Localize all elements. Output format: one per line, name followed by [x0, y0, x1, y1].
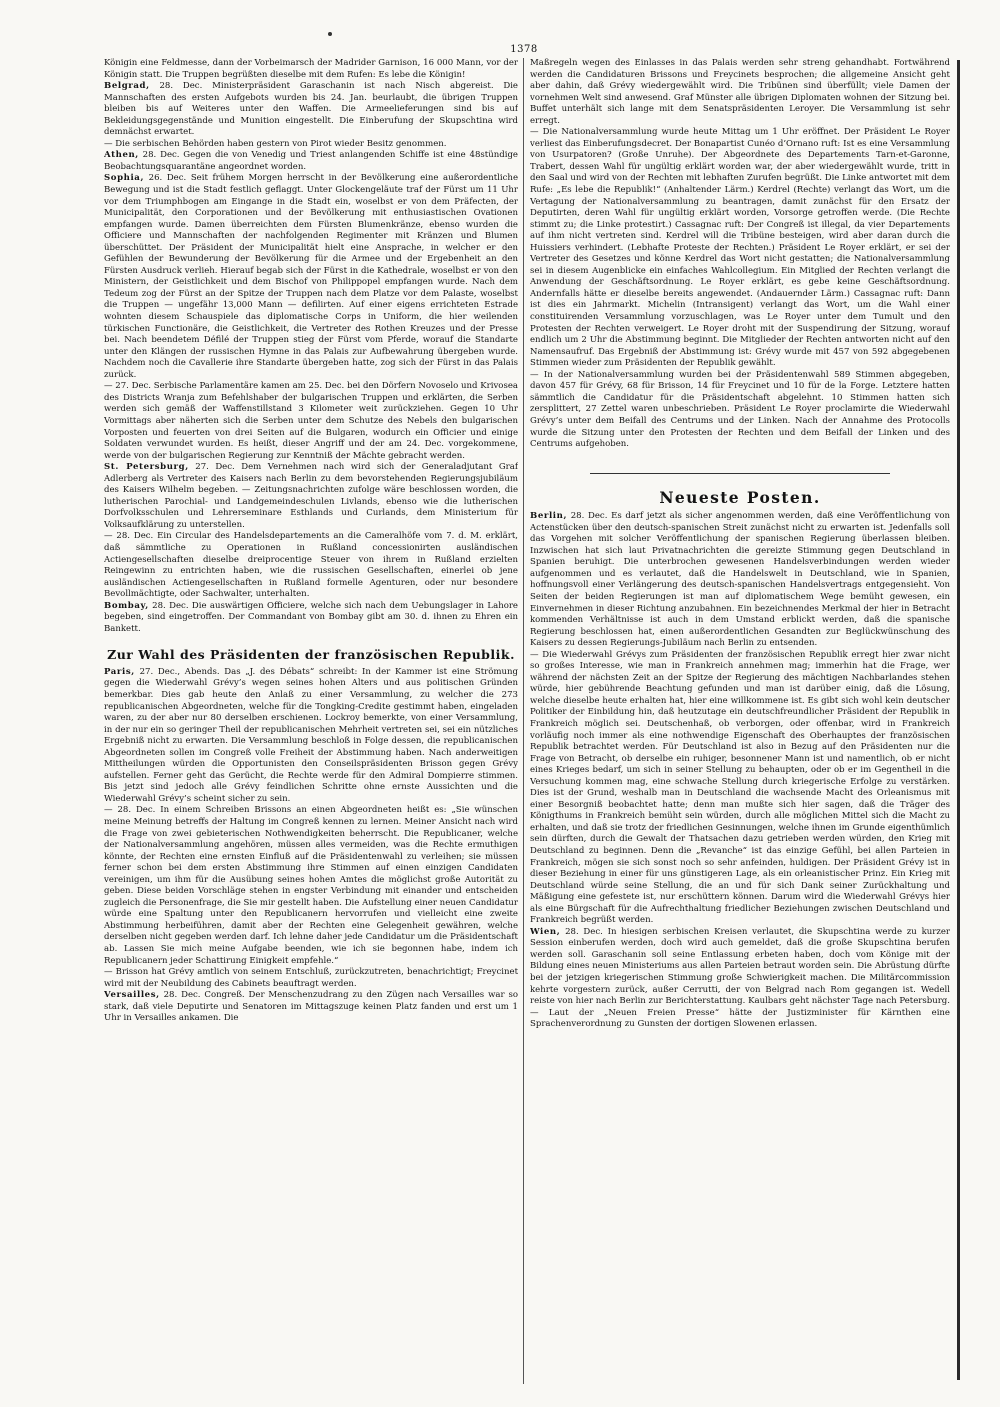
dateline-place: Bombay,: [104, 600, 149, 611]
article-paragraph: Bombay, 28. Dec. Die auswärtigen Officiere, welche sich nach dem Uebungslager in Lahore begeben, sind eingetroffen. Der Commandant von Bombay gibt am 30. d. ihnen zu Ehren ein Bankett.: [104, 600, 518, 634]
article-paragraph: — Die Wiederwahl Grévys zum Präsidenten der französischen Republik erregt hier zwar nicht so großes Interesse, wie man in Frankreich annehmen mag; immerhin hat die Frage, wer während der nächsten Zeit an der Spitze der Regierung des mächtigen Nachbarlandes stehen würde, hier gebührende Beachtung gefunden und man ist darüber einig, daß die Lösung, welche dieselbe heute erhalten hat, hier eine willkommene ist. Es gibt sich wohl kein deutscher Politiker der Einbildung hin, daß heutzutage ein deutschfreundlicher Präsident der Republik in Frankreich möglich sei. Deutschenhaß, ob verborgen, oder offenbar, wird in Frankreich vorläufig noch immer als eine nothwendige Eigenschaft des Oberhauptes der französischen Republik betrachtet werden. Für Deutschland ist also in Bezug auf den Präsidenten nur die Frage von Betracht, ob derselbe ein ruhiger, besonnener Mann ist und namentlich, ob er nicht eines Krieges bedarf, um sich in seiner Stellung zu behaupten, oder ob er im Gegentheil in die Versuchung kommen mag, eine schwache Stellung durch kriegerische Erfolge zu verstärken. Dies ist der Grund, weshalb man in Deutschland die wachsende Macht des Orleanismus mit einer Besorgniß beobachtet hatte; denn man mußte sich hier sagen, daß die Träger des Königthums in Frankreich bemüht sein würden, durch alle möglichen Mittel sich die Macht zu erhalten, und daß sie trotz der friedlichen Gesinnungen, welche ihnen im Grunde eigenthümlich sein dürften, durch die Gewalt der Thatsachen dazu getrieben werden würden, den Krieg mit Deutschland zu beginnen. Denn die „Revanche“ ist das einzige Gefühl, bei allen Parteien in Frankreich, mögen sie sich sonst noch so sehr anfeinden, huldigen. Der Präsident Grévy ist in dieser Beziehung in einer für uns günstigeren Lage, als ein orleanistischer Prinz. Ein Krieg mit Deutschland würde seine Stellung, die an und für sich Dank seiner Zurückhaltung und Mäßigung eine gefestete ist, nur erschüttern können. Darum wird die Wiederwahl Grévys hier als eine Bürgschaft für die Aufrechthaltung friedlicher Beziehungen zwischen Deutschland und Frankreich begrüßt werden.: [530, 649, 950, 926]
dateline-place: St. Petersburg,: [104, 462, 189, 473]
article-paragraph: Versailles, 28. Dec. Congreß. Der Menschenzudrang zu den Zügen nach Versailles war so stark, daß viele Deputirte und Senatoren im Mittagszuge keinen Platz fanden und erst um 1 Uhr in Versailles ankamen. Die: [104, 990, 518, 1024]
article-paragraph: St. Petersburg, 27. Dec. Dem Vernehmen nach wird sich der Generaladjutant Graf Adlerberg als Vertreter des Kaisers nach Berlin zu dem bevorstehenden Regierungsjubiläum des Kaisers Wilhelm begeben. — Zeitungsnachrichten zufolge wäre beschlossen worden, die lutherischen Parochial- und Landgemeindeschulen Livlands, ebenso wie die lutherischen Dorfvolksschulen und Lehrerseminare Esthlands und Curlands, dem Ministerium für Volksaufklärung zu unterstellen.: [104, 462, 518, 530]
punch-mark: [328, 32, 332, 36]
article-paragraph: — Brisson hat Grévy amtlich von seinem Entschluß, zurückzutreten, benachrichtigt; Freycinet wird mit der Neubildung des Cabinets beauftragt werden.: [104, 967, 518, 989]
dateline-place: Sophia,: [104, 173, 145, 184]
section-heading: Neueste Posten.: [659, 487, 821, 507]
article-paragraph: Athen, 28. Dec. Gegen die von Venedig und Triest anlangenden Schiffe ist eine 48stündige Beobachtungsquarantäne angeordnet worden.: [104, 150, 518, 172]
article-paragraph: Berlin, 28. Dec. Es darf jetzt als sicher angenommen werden, daß eine Veröffentlichung von Actenstücken über den deutsch-spanischen Streit zunächst nicht zu erwarten ist. Jedenfalls soll das Vorgehen mit solcher Veröffentlichung der spanischen Regierung überlassen bleiben. Inzwischen hat sich laut Privatnachrichten die gereizte Stimmung gegen Deutschland in Spanien beruhigt. Die unterbrochen gewesenen Handelsverbindungen werden wieder aufgenommen und es verlautet, daß die Handelswelt in Deutschland, wie in Spanien, hoffnungsvoll einer Verlängerung des deutsch-spanischen Handelsvertrags entgegensieht. Von Seiten der beiden Regierungen ist man auf diplomatischem Wege bemüht gewesen, ein Einvernehmen in dieser Richtung anzubahnen. Ein bezeichnendes Merkmal der hier in Betracht kommenden Verhältnisse ist auch in dem Umstand erblickt werden, daß die spanische Regierung beschlossen hat, einen außerordentlichen Gesandten zur Beglückwünschung des Kaisers zu dessen Regierungs-Jubiläum nach Berlin zu entsenden.: [530, 511, 950, 649]
section-divider: [590, 473, 890, 474]
article-paragraph: Paris, 27. Dec., Abends. Das „J. des Débats“ schreibt: In der Kammer ist eine Strömung gegen die Wiederwahl Grévy’s wegen seines hohen Alters und aus politischen Gründen bemerkbar. Dies gab heute den Anlaß zu einer Versammlung, zu welcher die 273 republicanischen Abgeordneten, welche für die Tongking-Credite gestimmt haben, eingeladen waren, zu der aber nur 80 derselben erschienen. Lockroy bemerkte, von einer Versammlung, in der nur ein so geringer Theil der republicanischen Mehrheit vertreten sei, sei ein nützliches Ergebniß nicht zu erwarten. Die Versammlung beschloß in Folge dessen, die republicanischen Abgeordneten sollen im Congreß volle Freiheit der Abstimmung haben. Nach anderweitigen Mittheilungen würden die Opportunisten den Conseilspräsidenten Brisson gegen Grévy aufstellen. Ferner geht das Gerücht, die Rechte werde für den Admiral Dompierre stimmen. Bis jetzt sind jedoch alle Grévy feindlichen Schritte ohne ernste Aussichten und die Wiederwahl Grévy’s scheint sicher zu sein.: [104, 666, 518, 804]
article-paragraph: — In der Nationalversammlung wurden bei der Präsidentenwahl 589 Stimmen abgegeben, davon 457 für Grévy, 68 für Brisson, 14 für Freycinet und 10 für de la Forge. Letztere hatten sämmtlich die Candidatur für die Präsidentschaft abgelehnt. 10 Stimmen hatten sich zersplittert, 27 Zettel waren unbeschrieben. Präsident Le Royer proclamirte die Wiederwahl Grévy’s unter dem Beifall des Centrums und der Linken. Nach der Annahme des Protocolls wurde die Sitzung unter den Protesten der Rechten und dem Beifall der Linken und des Centrums aufgehoben.: [530, 369, 950, 450]
article-paragraph: Königin eine Feldmesse, dann der Vorbeimarsch der Madrider Garnison, 16 000 Mann, vor der Königin statt. Die Truppen begrüßten dieselbe mit dem Rufen: Es lebe die Königin!: [104, 58, 518, 80]
article-paragraph: Wien, 28. Dec. In hiesigen serbischen Kreisen verlautet, die Skupschtina werde zu kurzer Session einberufen werden, doch wird auch gemeldet, daß die große Skupschtina berufen werden soll. Garaschanin soll seine Entlassung erbeten haben, doch vom Könige mit der Bildung eines neuen Ministeriums aus allen Parteien betraut worden sein. Die Abrüstung dürfte bei der jetzigen kriegerischen Stimmung große Schwierigkeit machen. Die Militärcommission kehrte vorgestern zurück, außer Cerrutti, der von Belgrad nach Rom gegangen ist. Wedell reiste von hier nach Berlin zur Berichterstattung. Kaulbars geht nächster Tage nach Petersburg. — Laut der „Neuen Freien Presse“ hätte der Justizminister für Kärnthen eine Sprachenverordnung zu Gunsten der dortigen Slowenen erlassen.: [530, 926, 950, 1030]
article-paragraph: Belgrad, 28. Dec. Ministerpräsident Garaschanin ist nach Nisch abgereist. Die Mannschaften des ersten Aufgebots wurden bis 24. Jan. beurlaubt, die übrigen Truppen bleiben bis auf Weiteres unter den Waffen. Die Armeelieferungen sind bis auf Bekleidungsgegenstände und Munition eingestellt. Die Einberufung der Skupschtina wird demnächst erwartet.: [104, 81, 518, 138]
article-paragraph: — Die serbischen Behörden haben gestern von Pirot wieder Besitz genommen.: [104, 138, 447, 149]
page-number: 1378: [510, 44, 538, 55]
dateline-place: Berlin,: [530, 511, 568, 522]
dateline-place: Versailles,: [104, 990, 160, 1001]
right-column: [530, 58, 950, 1388]
left-column: [104, 58, 518, 1388]
dateline-place: Paris,: [104, 666, 135, 677]
article-paragraph: — 28. Dec. In einem Schreiben Brissons an einen Abgeordneten heißt es: „Sie wünschen meine Meinung betreffs der Haltung im Congreß kennen zu lernen. Meiner Ansicht nach wird die Frage von zwei gebieterischen Nothwendigkeiten beherrscht. Die Republicaner, welche der Nationalversammlung angehören, müssen alles vermeiden, was die Rechte ermuthigen könnte, der Rechten eine ernsten Einfluß auf die Präsidentenwahl zu verleihen; sie müssen ferner schon bei dem ersten Abstimmung ihre Stimmen auf einen einzigen Candidaten vereinigen, um ihm für die Ausübung seines hohen Amtes die möglichst große Autorität zu geben. Diese beiden Vorschläge stehen in engster Verbindung mit einander und entscheiden zugleich die Personenfrage, die Sie mir gestellt haben. Die Aufstellung einer neuen Candidatur würde eine Spaltung unter den Republicanern hervorrufen und vielleicht eine zweite Abstimmung herbeiführen, damit aber der Rechten eine Gelegenheit gewähren, welche derselben nicht gegeben werden darf. Ich lehne daher jede Candidatur um die Präsidentschaft ab. Lassen Sie mich meine Aufgabe beenden, wie ich sie begonnen habe, indem ich Republicanern jeder Schattirung Einigkeit empfehle.“: [104, 805, 518, 966]
dateline-place: Athen,: [104, 150, 139, 161]
section-heading: Zur Wahl des Präsidenten der französischen Republik.: [107, 647, 515, 663]
article-paragraph: — Die Nationalversammlung wurde heute Mittag um 1 Uhr eröffnet. Der Präsident Le Royer verliest das Einberufungsdecret. Der Bonapartist Cunéo d’Ornano ruft: Ist es eine Versammlung von Usurpatoren? (Große Unruhe). Der Abgeordnete des Departements Tarn-et-Garonne, Trabert, dessen Wahl für ungültig erklärt worden war, der aber wiedergewählt wurde, tritt in den Saal und wird von der Rechten mit lebhaften Zurufen begrüßt. Die Linke antwortet mit dem Rufe: „Es lebe die Republik!“ (Anhaltender Lärm.) Kerdrel (Rechte) verlangt das Wort, um die Vertagung der Nationalversammlung zu beantragen, damit zunächst für den Ersatz der Deputirten, deren Wahl für ungültig erklärt worden, Vorsorge getroffen werde. (Die Rechte stimmt zu; die Linke protestirt.) Cassagnac ruft: Der Congreß ist illegal, da vier Departements auf ihm nicht vertreten sind. Kerdrel will die Tribüne besteigen, wird aber daran durch die Huissiers verhindert. (Lebhafte Proteste der Rechten.) Präsident Le Royer erklärt, er sei der Vertreter des Gesetzes und könne Kerdrel das Wort nicht gestatten; die Nationalversammlung sei in diesem Augenblicke ein einfaches Wahlcollegium. Ein Mitglied der Rechten verlangt die Anwendung der Geschäftsordnung. Le Royer erklärt, es gebe keine Geschäftsordnung. Andernfalls hätte er dieselbe bereits angewendet. (Andauernder Lärm.) Cassagnac ruft: Dann ist dies ein Jahrmarkt. Michelin (Intransigent) verlangt das Wort, um die Wahl einer constituirenden Versammlung vorzuschlagen, was Le Royer unter dem Tumult und den Protesten der Rechten verweigert. Le Royer droht mit der Suspendirung der Sitzung, worauf endlich um 2 Uhr die Abstimmung beginnt. Die Mitglieder der Rechten antworten nicht auf den Namensaufruf. Das Ergebniß der Abstimmung ist: Grévy wurde mit 457 von 592 abgegebenen Stimmen wieder zum Präsidenten der Republik gewählt.: [530, 127, 950, 369]
column-divider: [523, 58, 524, 1384]
dateline-place: Wien,: [530, 926, 561, 937]
article-paragraph: Sophia, 26. Dec. Seit frühem Morgen herrscht in der Bevölkerung eine außerordentliche Bewegung und ist die Stadt festlich geflaggt. Unter Glockengeläute traf der Fürst um 11 Uhr vor dem Triumphbogen am Eingange in die Stadt ein, woselbst er von dem Präfecten, der Municipalität, den Corporationen und der Bevölkerung mit enthusiastischen Ovationen empfangen wurde. Damen überreichten dem Fürsten Blumenkränze, ebenso wurden die Officiere und Mannschaften der nachfolgenden Regimenter mit Kränzen und Blumen überschüttet. Der Präsident der Municipalität hielt eine Ansprache, in welcher er den Gefühlen der Bewunderung der Bevölkerung für die Armee und der Ergebenheit an den Fürsten Ausdruck verlieh. Hierauf begab sich der Fürst in die Kathedrale, woselbst er von den Ministern, der Geistlichkeit und dem Bischof von Philippopel empfangen wurde. Nach dem Tedeum zog der Fürst an der Spitze der Truppen nach dem Platze vor dem Palaste, woselbst die Truppen — ungefähr 13,000 Mann — defilirten. Auf einer eigens errichteten Estrade wohnten diesem Schauspiele das diplomatische Corps in Uniform, die hier weilenden türkischen Functionäre, die Geistlichkeit, die Vertreter des Rothen Kreuzes und der Presse bei. Nach beendetem Défilé der Truppen stieg der Fürst vom Pferde, worauf die Standarte unter den Klängen der russischen Hymne in das Palais zur Aufbewahrung übergeben wurde. Nachdem noch die Cavallerie ihre Standarte übergeben hatte, zog sich der Fürst in das Palais zurück.: [104, 173, 518, 380]
dateline-place: Belgrad,: [104, 81, 150, 92]
article-paragraph: — 27. Dec. Serbische Parlamentäre kamen am 25. Dec. bei den Dörfern Novoselo und Krivosea des Districts Wranja zum Befehlshaber der bulgarischen Truppen und erklärten, die Serben werden sich gemäß der Waffenstillstand 3 Kilometer weit zurückziehen. Gegen 10 Uhr Vormittags aber näherten sich die Serben unter dem Schutze des Nebels den bulgarischen Vorposten und feuerten von drei Seiten auf die Bulgaren, wodurch ein Officier und einige Soldaten verwundet wurden. Es heißt, dieser Angriff und der am 24. Dec. vorgekommene, werde von der bulgarischen Regierung zur Kenntniß der Mächte gebracht werden.: [104, 381, 518, 461]
page-edge-rule: [957, 60, 960, 1380]
article-paragraph: Maßregeln wegen des Einlasses in das Palais werden sehr streng gehandhabt. Fortwährend werden die Candidaturen Brissons und Freycinets besprochen; die allgemeine Ansicht geht aber dahin, daß Grévy wiedergewählt wird. Die Tribünen sind überfüllt; viele Damen der vornehmen Welt sind anwesend. Graf Münster alle übrigen Diplomaten wohnen der Sitzung bei. Buffet unterhält sich lange mit dem Senatspräsidenten Leroyer. Die Versammlung ist sehr erregt.: [530, 58, 950, 126]
article-paragraph: — 28. Dec. Ein Circular des Handelsdepartements an die Cameralhöfe vom 7. d. M. erklärt, daß sämmtliche zu Operationen in Rußland concessionirten ausländischen Actiengesellschaften dieselbe dreiprocentige Steuer von ihrem in Rußland erzielten Reingewinn zu entrichten haben, wie die russischen Gesellschaften, einerlei ob jene ausländischen Actiengesellschaften in Rußland formelle Agenturen, oder nur besondere Bevollmächtigte, oder Sachwalter, unterhalten.: [104, 531, 518, 600]
